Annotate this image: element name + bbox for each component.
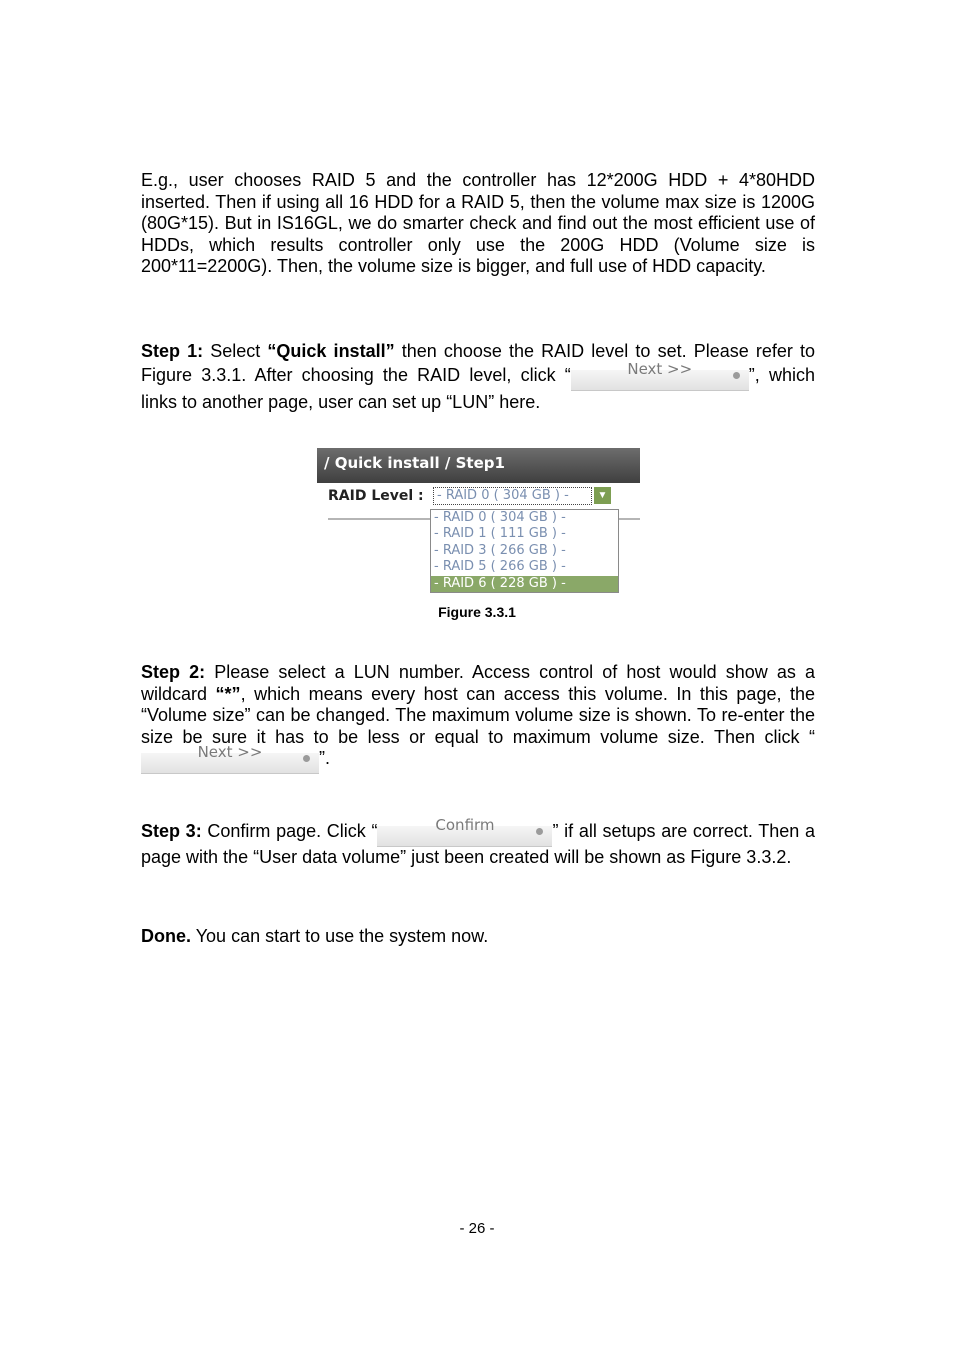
quick-install-figure	[317, 448, 640, 598]
done-paragraph	[141, 926, 815, 948]
raid-option[interactable]: - RAID 3 ( 266 GB ) -	[434, 542, 566, 558]
raid-level-options	[430, 509, 619, 593]
wildcard-term: “*”	[215, 683, 241, 704]
intro-paragraph	[141, 170, 815, 278]
step3-paragraph	[141, 816, 815, 869]
step2-paragraph	[141, 662, 815, 774]
step1-text-2: then choose the RAID level to set. Please refer to Figure 3.3.1. After choosing the RAID level, click “	[141, 341, 816, 385]
raid-level-label: RAID Level :	[328, 488, 424, 504]
confirm-button-label: Confirm	[435, 816, 495, 834]
done-text: You can start to use the system now.	[191, 926, 489, 946]
raid-option[interactable]: - RAID 5 ( 266 GB ) -	[434, 559, 566, 575]
step1-text-1: Select	[203, 341, 268, 361]
next-button-label: Next >>	[197, 743, 263, 761]
step3-label: Step 3:	[141, 821, 202, 841]
confirm-button-image	[377, 816, 552, 847]
button-dot-icon	[303, 755, 310, 762]
step3-text-2: ” if all setups are correct. Then a page with the “User data volume” just been created will be shown as Figure 3.3.2.	[141, 821, 815, 867]
step3-text-1: Confirm page. Click “	[201, 821, 378, 841]
intro-text: E.g., user chooses RAID 5 and the controller has 12*200G HDD + 4*80HDD inserted. Then if using all 16 HDD for a RAID 5, then the volume max size is 1200G (80G*15). But in IS16GL, we do smarter check and find out the most efficient use of HDDs, which results controller only use the 200G HDD (Volume size is 200*11=2200G). Then, the volume size is bigger, and full use of HDD capacity.	[141, 170, 815, 276]
step2-label: Step 2:	[141, 662, 206, 682]
quick-install-header: / Quick install / Step1	[317, 448, 640, 483]
button-dot-icon	[536, 828, 543, 835]
quick-install-term: “Quick install”	[267, 341, 395, 361]
chevron-down-icon[interactable]: ▼	[594, 487, 611, 504]
figure-caption: Figure 3.3.1	[438, 604, 516, 620]
raid-option[interactable]: - RAID 1 ( 111 GB ) -	[434, 526, 566, 542]
step1-paragraph	[141, 340, 815, 414]
raid-option[interactable]: - RAID 0 ( 304 GB ) -	[434, 510, 566, 525]
step2-text-2: , which means every host can access this volume. In this page, the “Volume size” can be changed. The maximum volume size is shown. To re-enter the size be sure it has to be less or equal to maximum volume size. Then click “	[141, 683, 816, 747]
next-button-image	[571, 359, 749, 391]
raid-level-select[interactable]: - RAID 0 ( 304 GB ) -	[433, 487, 592, 505]
step1-text-3: ”, which links to another page, user can set up “LUN” here.	[141, 364, 815, 412]
button-dot-icon	[733, 372, 740, 379]
step2-text-1: Please select a LUN number. Access control of host would show as a wildcard	[141, 662, 815, 704]
page-number: - 26 -	[459, 1220, 495, 1237]
step1-label: Step 1:	[141, 341, 204, 361]
next-button-label: Next >>	[627, 359, 693, 378]
done-label: Done.	[141, 926, 192, 946]
raid-option-highlighted[interactable]: - RAID 6 ( 228 GB ) -	[431, 576, 618, 592]
step2-text-3: ”.	[319, 748, 330, 768]
next-button-image	[141, 743, 319, 774]
